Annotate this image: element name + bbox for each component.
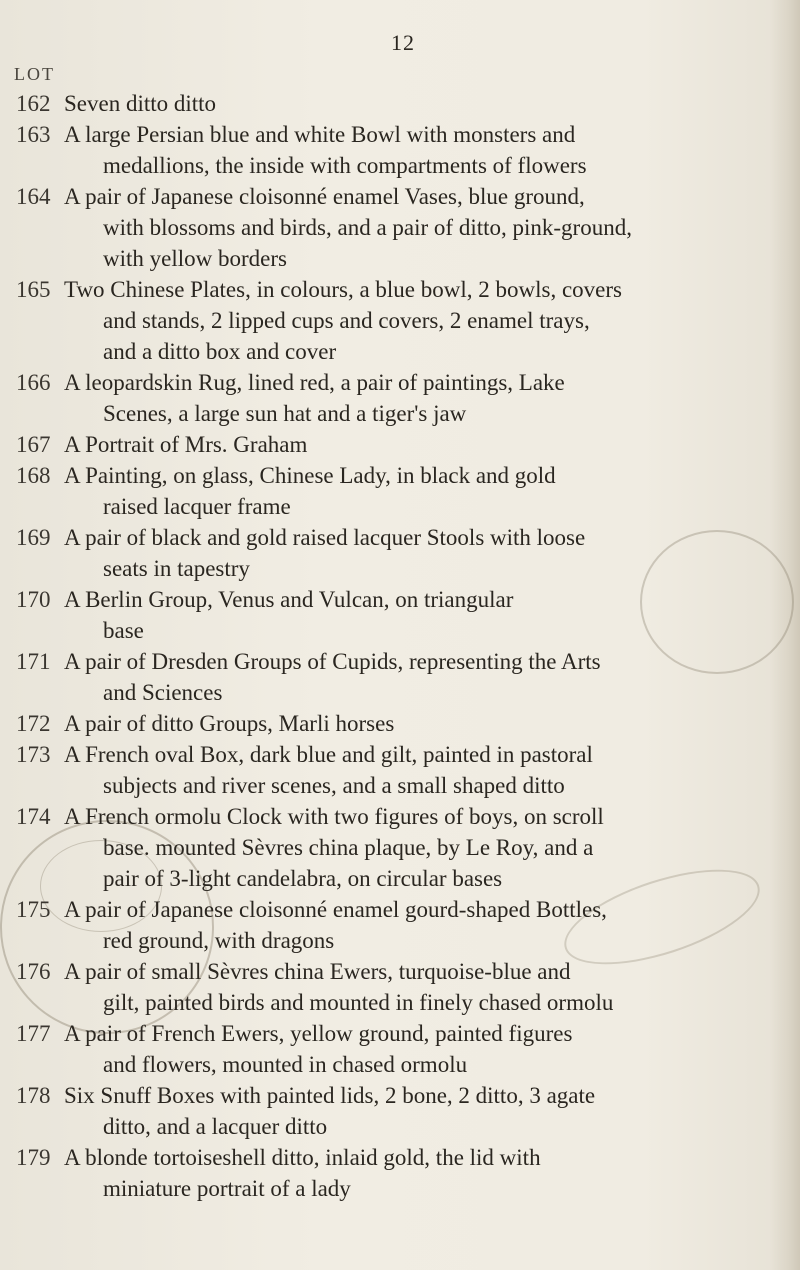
lot-number: 167	[16, 432, 51, 457]
lot-number: 164	[16, 184, 51, 209]
lot-description-line: A blonde tortoiseshell ditto, inlaid gold, the lid with	[64, 1145, 541, 1170]
lot-entry	[0, 739, 800, 801]
lot-entry	[0, 1080, 800, 1142]
lot-entry	[0, 1142, 800, 1204]
lot-entry	[0, 274, 800, 367]
lot-description	[64, 274, 754, 367]
lot-description-line: and flowers, mounted in chased ormolu	[103, 1052, 468, 1077]
lot-entry	[0, 646, 800, 708]
page-number: 12	[391, 30, 415, 55]
lot-description-line: raised lacquer frame	[103, 494, 291, 519]
lot-description-line: A pair of Japanese cloisonné enamel Vases, blue ground,	[64, 184, 585, 209]
lot-description-line: subjects and river scenes, and a small shaped ditto	[103, 773, 565, 798]
lot-entry	[0, 1018, 800, 1080]
lot-description	[64, 646, 754, 708]
lot-description	[64, 429, 754, 460]
lot-description	[64, 739, 754, 801]
lot-number: 172	[16, 711, 51, 736]
lot-description-line: A pair of small Sèvres china Ewers, turquoise-blue and	[64, 959, 571, 984]
lot-description-line: medallions, the inside with compartments of flowers	[103, 153, 587, 178]
lot-entry	[0, 584, 800, 646]
lot-number: 178	[16, 1083, 51, 1108]
lot-description-line: pair of 3-light candelabra, on circular bases	[103, 866, 503, 891]
lot-description-line: gilt, painted birds and mounted in finely chased ormolu	[103, 990, 614, 1015]
lot-description-line: A pair of Dresden Groups of Cupids, representing the Arts	[64, 649, 601, 674]
lot-number: 166	[16, 370, 51, 395]
lot-description	[64, 367, 754, 429]
lot-description-line: A Portrait of Mrs. Graham	[64, 432, 308, 457]
lot-number: 175	[16, 897, 51, 922]
lot-description-line: Scenes, a large sun hat and a tiger's jaw	[103, 401, 467, 426]
lot-description-line: miniature portrait of a lady	[103, 1176, 351, 1201]
lot-number: 171	[16, 649, 51, 674]
lot-number: 174	[16, 804, 51, 829]
lot-entry	[0, 119, 800, 181]
lot-description	[64, 956, 754, 1018]
lot-description-line: seats in tapestry	[103, 556, 250, 581]
lot-description	[64, 88, 754, 119]
lot-description	[64, 1142, 754, 1204]
lot-description	[64, 708, 754, 739]
lot-description-line: with blossoms and birds, and a pair of ditto, pink-ground,	[103, 215, 632, 240]
lot-number: 179	[16, 1145, 51, 1170]
lot-description-line: A Berlin Group, Venus and Vulcan, on triangular	[64, 587, 514, 612]
lot-entry	[0, 894, 800, 956]
lot-description-line: A large Persian blue and white Bowl with monsters and	[64, 122, 576, 147]
lot-number: 170	[16, 587, 51, 612]
lot-description-line: and a ditto box and cover	[103, 339, 337, 364]
lot-description-line: red ground, with dragons	[103, 928, 335, 953]
lot-entry	[0, 801, 800, 894]
lot-number: 169	[16, 525, 51, 550]
lot-description-line: and stands, 2 lipped cups and covers, 2 enamel trays,	[103, 308, 590, 333]
lot-number: 168	[16, 463, 51, 488]
lot-entry	[0, 88, 800, 119]
lot-description-line: A Painting, on glass, Chinese Lady, in black and gold	[64, 463, 556, 488]
lot-description-line: ditto, and a lacquer ditto	[103, 1114, 328, 1139]
lot-entry	[0, 460, 800, 522]
lot-entry	[0, 708, 800, 739]
lot-description-line: and Sciences	[103, 680, 223, 705]
lot-description-line: A pair of ditto Groups, Marli horses	[64, 711, 395, 736]
lot-number: 163	[16, 122, 51, 147]
lot-description	[64, 584, 754, 646]
lot-description	[64, 1080, 754, 1142]
lot-description-line: Seven ditto ditto	[64, 91, 217, 116]
lot-description-line: A French ormolu Clock with two figures of boys, on scroll	[64, 804, 604, 829]
lot-description-line: A French oval Box, dark blue and gilt, painted in pastoral	[64, 742, 593, 767]
lot-column-header: LOT	[14, 64, 55, 84]
lot-description	[64, 801, 754, 894]
lot-entry	[0, 181, 800, 274]
lot-number: 162	[16, 91, 51, 116]
lot-description	[64, 522, 754, 584]
lot-description-line: base. mounted Sèvres china plaque, by Le Roy, and a	[103, 835, 594, 860]
lot-number: 165	[16, 277, 51, 302]
lot-list	[0, 88, 800, 1204]
lot-description-line: Two Chinese Plates, in colours, a blue bowl, 2 bowls, covers	[64, 277, 622, 302]
lot-description-line: A pair of Japanese cloisonné enamel gourd-shaped Bottles,	[64, 897, 607, 922]
lot-number: 173	[16, 742, 51, 767]
lot-description	[64, 119, 754, 181]
lot-entry	[0, 367, 800, 429]
lot-description-line: with yellow borders	[103, 246, 287, 271]
lot-description	[64, 1018, 754, 1080]
lot-description	[64, 894, 754, 956]
lot-description-line: A leopardskin Rug, lined red, a pair of paintings, Lake	[64, 370, 565, 395]
lot-number: 176	[16, 959, 51, 984]
lot-description-line: base	[103, 618, 144, 643]
lot-description	[64, 181, 754, 274]
lot-description-line: A pair of French Ewers, yellow ground, painted figures	[64, 1021, 573, 1046]
lot-entry	[0, 522, 800, 584]
lot-entry	[0, 956, 800, 1018]
lot-entry	[0, 429, 800, 460]
lot-description	[64, 460, 754, 522]
lot-description-line: A pair of black and gold raised lacquer Stools with loose	[64, 525, 586, 550]
lot-description-line: Six Snuff Boxes with painted lids, 2 bone, 2 ditto, 3 agate	[64, 1083, 596, 1108]
lot-number: 177	[16, 1021, 51, 1046]
